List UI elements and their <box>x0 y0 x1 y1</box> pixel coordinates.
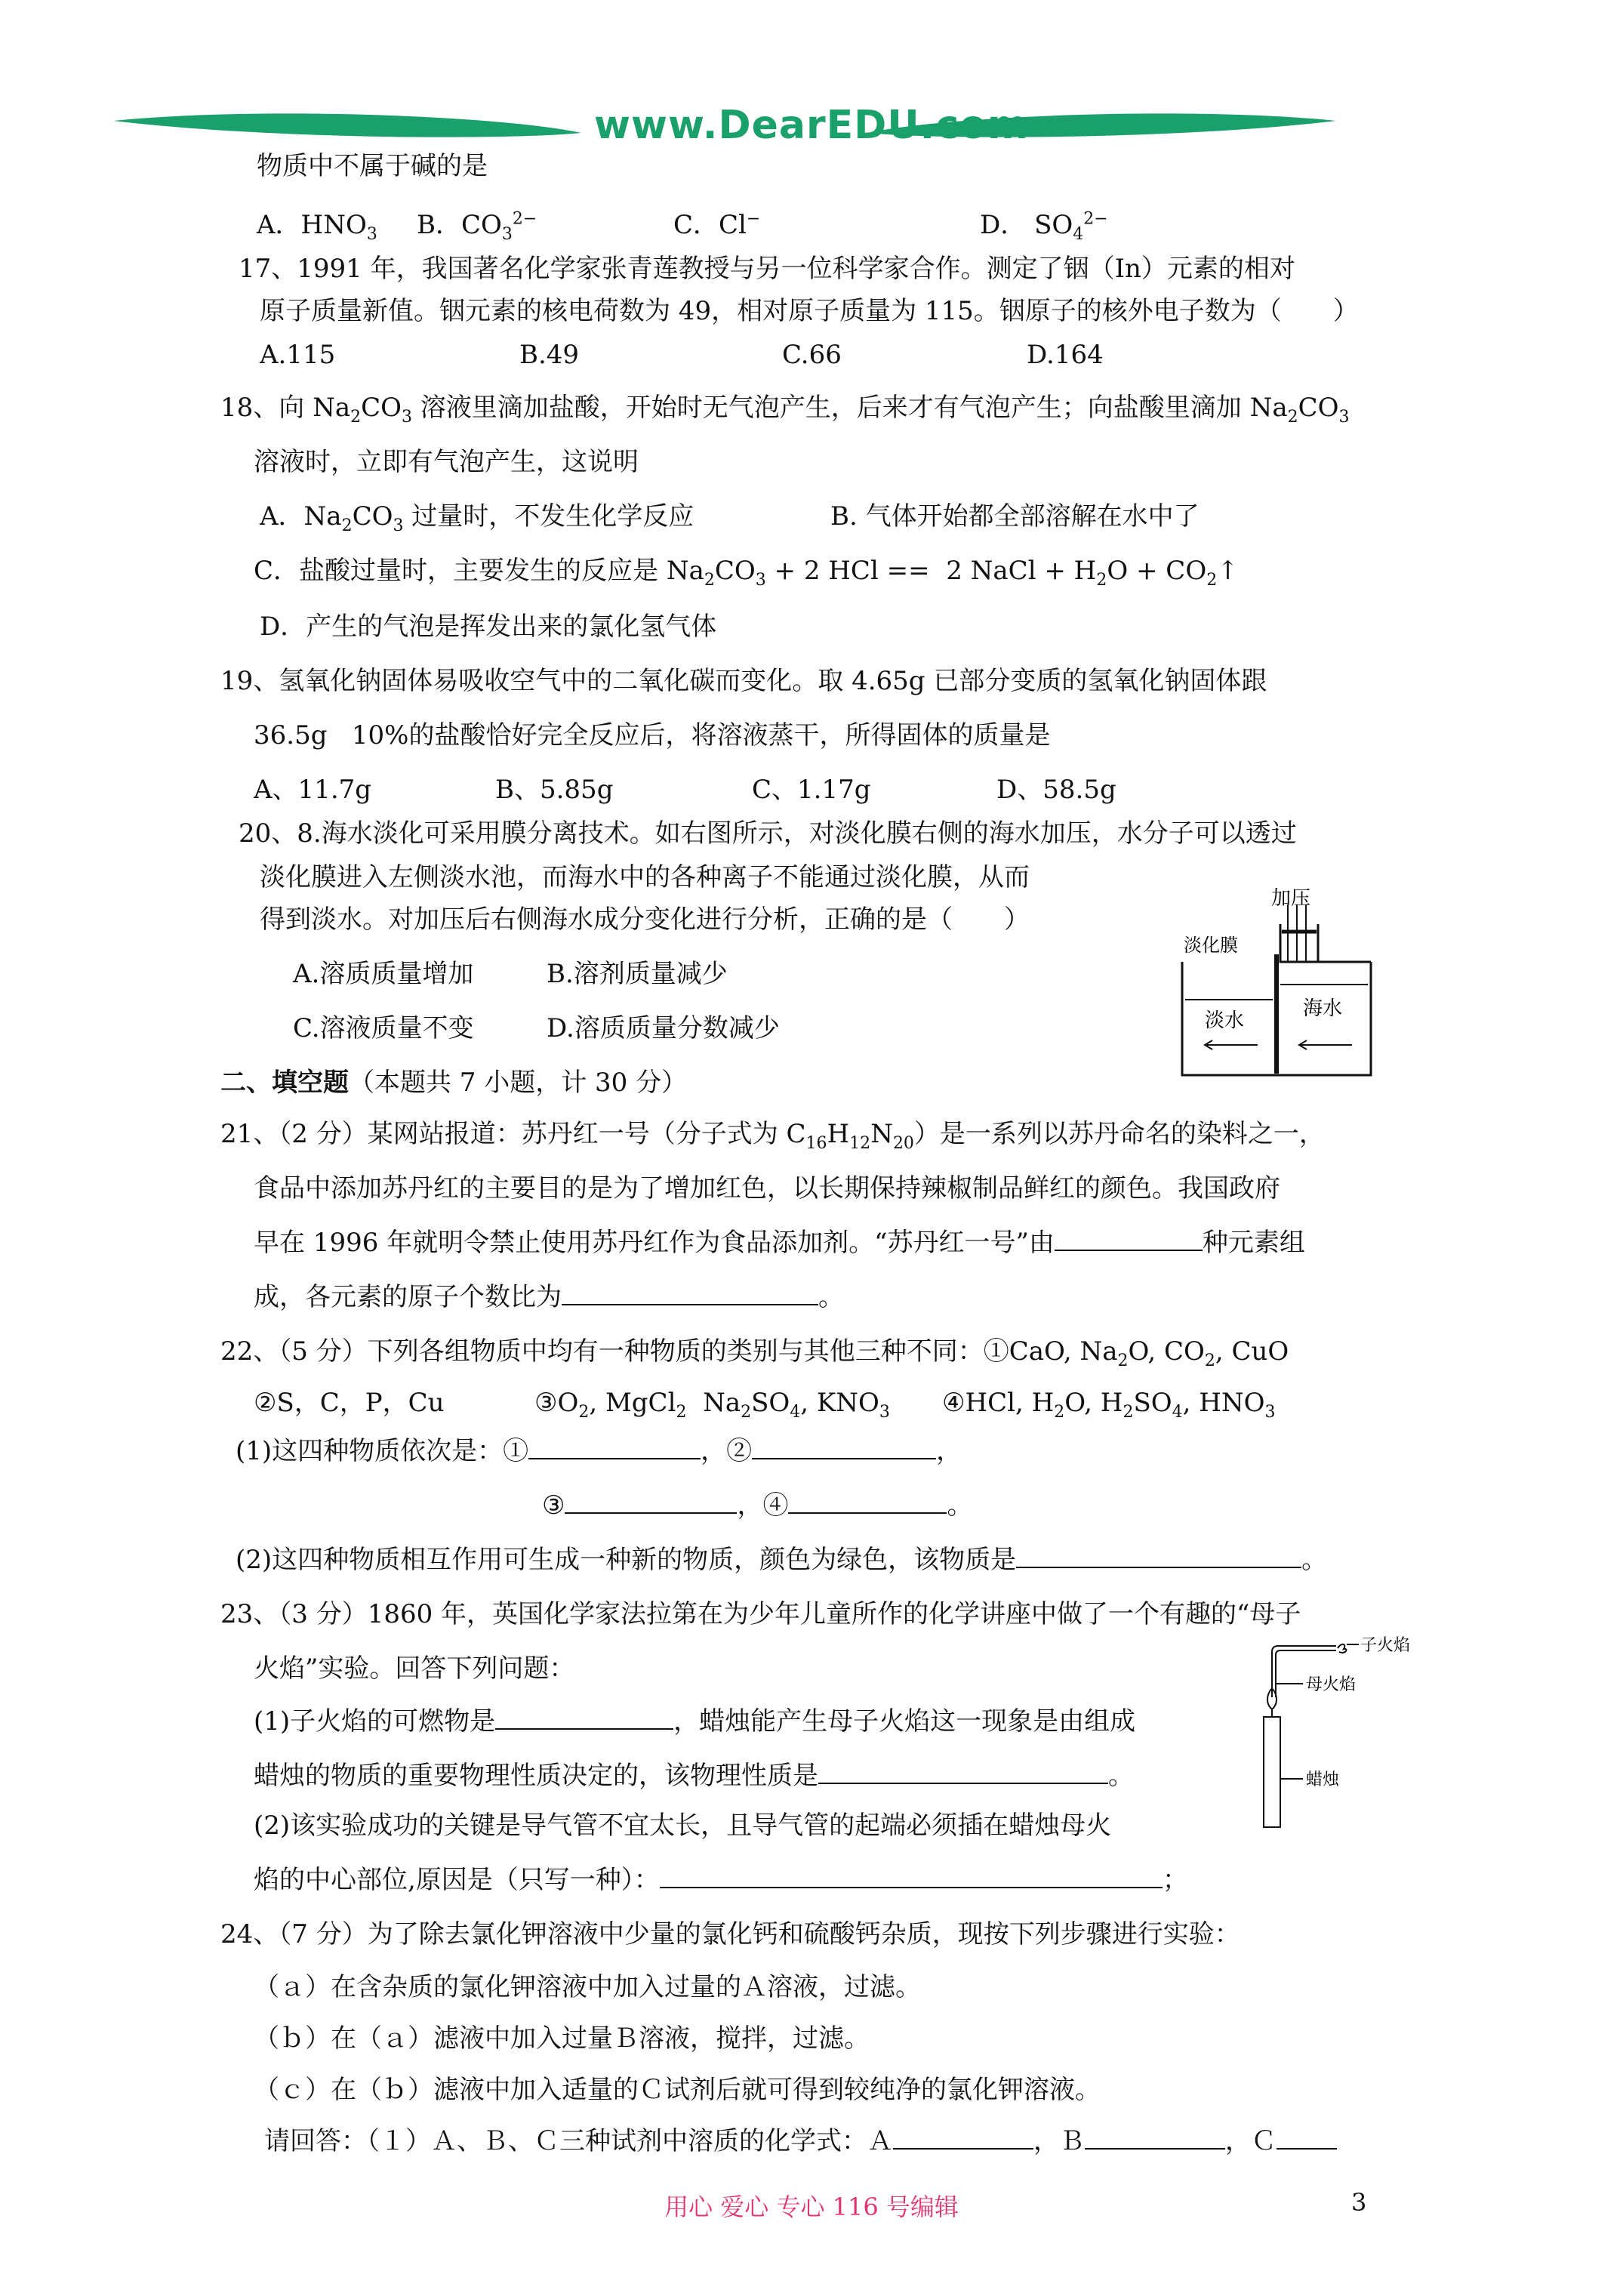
q16-option-b: B．$CO_3^{2-}$ <box>417 209 537 244</box>
q18-line1: 18、向 $Na_2CO_3$ 溶液里滴加盐酸，开始时无气泡产生，后来才有气泡产生；向盐酸里滴加 $Na_2CO_3$ <box>220 393 1350 427</box>
q22-sub1-line1: (1)这四种物质依次是：① ，② ， <box>236 1436 962 1466</box>
fig-membrane-label: 淡化膜 <box>1184 935 1238 956</box>
q23-line2: 火焰”实验。回答下列问题： <box>254 1653 575 1684</box>
q23-line5: (2)该实验成功的关键是导气管不宜太长，且导气管的起端必须插在蜡烛母火 <box>254 1811 1112 1841</box>
section-2-heading: 二、填空题（本题共 7 小题，计 30 分） <box>220 1068 688 1098</box>
q24-blank-b[interactable] <box>1085 2125 1225 2150</box>
q18-line2: 溶液时，立即有气泡产生，这说明 <box>254 447 639 477</box>
q23-line3: (1)子火焰的可燃物是 ，蜡烛能产生母子火焰这一现象是由组成 <box>254 1706 1136 1737</box>
q20-line2: 淡化膜进入左侧淡水池，而海水中的各种离子不能通过淡化膜，从而 <box>260 862 1030 892</box>
q22-group-3: $③O_2$, MgCl$_2$ $Na_2SO_4$, $KNO_3$ <box>534 1388 890 1422</box>
q21-blank-2[interactable] <box>562 1281 818 1305</box>
q24-step-b: （ｂ）在（ａ）滤液中加入过量Ｂ溶液，搅拌，过滤。 <box>254 2023 870 2054</box>
q19-option-c: C、1.17g <box>752 775 871 805</box>
q22-blank-2[interactable] <box>752 1435 936 1459</box>
q18-option-b: B. 气体开始都全部溶解在水中了 <box>830 501 1200 532</box>
q20-line1: 20、8.海水淡化可采用膜分离技术。如右图所示，对淡化膜右侧的海水加压，水分子可以透过 <box>239 818 1297 849</box>
q23-blank-2[interactable] <box>818 1760 1108 1784</box>
q19-option-d: D、58.5g <box>996 775 1116 805</box>
q21-line3: 早在 1996 年就明令禁止使用苏丹红作为食品添加剂。“苏丹红一号”由 种元素组 <box>254 1228 1305 1258</box>
q20-option-b: B.溶剂质量减少 <box>547 959 728 989</box>
q21-line4: 成，各元素的原子个数比为 。 <box>254 1282 844 1312</box>
q23-blank-1[interactable] <box>495 1706 673 1730</box>
q23-line6: 焰的中心部位,原因是（只写一种）： ； <box>254 1865 1188 1895</box>
q16-option-d: D． $SO_4^{2-}$ <box>980 209 1108 244</box>
candle-flame-diagram <box>1253 1635 1442 1832</box>
q16-tail: 物质中不属于碱的是 <box>257 151 488 181</box>
desalination-diagram <box>1175 879 1378 1083</box>
q24-step-c: （ｃ）在（ｂ）滤液中加入适量的Ｃ试剂后就可得到较纯净的氯化钾溶液。 <box>254 2075 1101 2105</box>
q19-line2: 36.5g 10%的盐酸恰好完全反应后，将溶液蒸干，所得固体的质量是 <box>254 720 1051 750</box>
q20-option-c: C.溶液质量不变 <box>293 1013 474 1043</box>
q22-blank-5[interactable] <box>1016 1544 1301 1568</box>
q22-sub1-line2: ③ ，④ 。 <box>542 1490 973 1521</box>
q21-line2: 食品中添加苏丹红的主要目的是为了增加红色，以长期保持辣椒制品鲜红的颜色。我国政府 <box>254 1173 1280 1203</box>
q17-option-b: B.49 <box>519 340 580 370</box>
q19-line1: 19、氢氧化钠固体易吸收空气中的二氧化碳而变化。取 4.65g 已部分变质的氢氧化钠固体跟 <box>220 666 1267 696</box>
q22-line1: 22、（5 分）下列各组物质中均有一种物质的类别与其他三种不同：①CaO, $Na_2O$, $CO_2$, CuO <box>220 1336 1289 1370</box>
page-number: 3 <box>1351 2188 1367 2217</box>
q22-blank-3[interactable] <box>565 1490 737 1514</box>
fig-pressure-label: 加压 <box>1271 887 1311 910</box>
fig-candle-label: 蜡烛 <box>1306 1771 1340 1789</box>
q17-option-c: C.66 <box>782 340 842 370</box>
q22-sub2: (2)这四种物质相互作用可生成一种新的物质，颜色为绿色，该物质是 。 <box>236 1545 1328 1575</box>
q23-line1: 23、（3 分）1860 年，英国化学家法拉第在为少年儿童所作的化学讲座中做了一个有趣的“母子 <box>220 1599 1301 1629</box>
q22-group-4: ④HCl, $H_2O$, $H_2SO_4$, $HNO_3$ <box>942 1388 1276 1422</box>
q17-option-d: D.164 <box>1027 340 1104 370</box>
q23-blank-3[interactable] <box>660 1864 1163 1888</box>
site-title: www.DearEDU.com <box>593 103 1030 148</box>
q23-line4: 蜡烛的物质的重要物理性质决定的，该物理性质是 。 <box>254 1761 1134 1791</box>
q24-step-a: （ａ）在含杂质的氯化钾溶液中加入过量的Ａ溶液，过滤。 <box>254 1972 921 2002</box>
q19-option-b: B、5.85g <box>495 775 614 805</box>
q17-line1: 17、1991 年，我国著名化学家张青莲教授与另一位科学家合作。测定了铟（In）元素的相对 <box>239 254 1295 284</box>
q24-line1: 24、（7 分）为了除去氯化钾溶液中少量的氯化钙和硫酸钙杂质，现按下列步骤进行实验： <box>220 1919 1240 1949</box>
q19-option-a: A、11.7g <box>254 775 372 805</box>
fig-sea-label: 海水 <box>1303 997 1343 1020</box>
q18-option-a: A．$Na_2CO_3$ 过量时，不发生化学反应 <box>260 501 694 535</box>
q18-option-d: D．产生的气泡是挥发出来的氯化氢气体 <box>260 612 717 642</box>
q20-option-a: A.溶质质量增加 <box>293 959 474 989</box>
q16-option-a: A．$HNO_3$ <box>257 210 377 244</box>
q24-blank-a[interactable] <box>893 2125 1033 2150</box>
q24-question: 请回答：（１）Ａ、Ｂ、Ｃ三种试剂中溶质的化学式：Ａ ，Ｂ ，Ｃ <box>264 2125 1337 2158</box>
q17-option-a: A.115 <box>260 340 336 370</box>
q20-option-d: D.溶质质量分数减少 <box>547 1013 780 1043</box>
q21-blank-1[interactable] <box>1055 1227 1203 1251</box>
q22-blank-1[interactable] <box>528 1435 701 1459</box>
footer-text: 用心 爱心 专心 116 号编辑 <box>664 2193 959 2221</box>
q16-option-c: C．Cl− <box>673 209 761 240</box>
q20-line3: 得到淡水。对加压后右侧海水成分变化进行分析，正确的是（ ） <box>260 905 1030 935</box>
q22-group-2: ②S，C，P，Cu <box>254 1388 445 1418</box>
q21-line1: 21、（2 分）某网站报道：苏丹红一号（分子式为 $C_{16}H_{12}N_{20}$）是一系列以苏丹命名的染料之一， <box>220 1119 1325 1153</box>
q17-line2: 原子质量新值。铟元素的核电荷数为 49，相对原子质量为 115。铟原子的核外电子数为（ ） <box>260 296 1359 326</box>
fig-mother-flame-label: 母火焰 <box>1306 1675 1357 1694</box>
q18-option-c: C．盐酸过量时，主要发生的反应是 $Na_2CO_3 + 2$ HCl == 2 NaCl + $H_2O$ + $CO_2↑$ <box>254 556 1239 590</box>
q24-blank-c[interactable] <box>1277 2125 1337 2150</box>
fig-fresh-label: 淡水 <box>1205 1009 1245 1032</box>
q22-blank-4[interactable] <box>788 1490 947 1514</box>
fig-child-flame-label: 子火焰 <box>1360 1636 1411 1655</box>
